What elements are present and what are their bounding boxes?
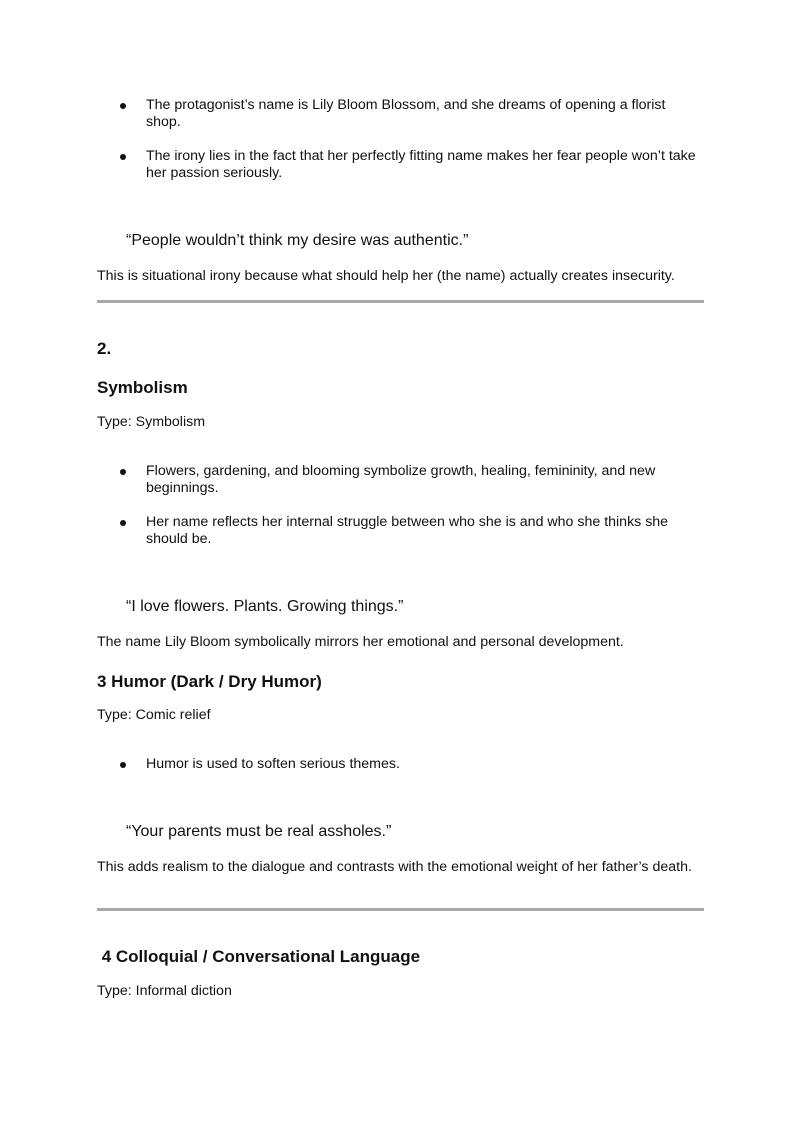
list-item-text: Her name reflects her internal struggle between who she is and who she thinks she should be. <box>146 514 669 547</box>
section-divider <box>97 908 704 911</box>
list-item-text: Humor is used to soften serious themes. <box>146 756 400 772</box>
list-item-text: The protagonist’s name is Lily Bloom Blossom, and she dreams of opening a florist shop. <box>146 97 666 130</box>
list-item-text: The irony lies in the fact that her perfectly fitting name makes her fear people won’t take her passion seriously. <box>146 148 696 181</box>
section-heading-symbolism: Symbolism <box>97 378 188 397</box>
list-item <box>120 148 700 182</box>
section-type: Type: Informal diction <box>97 983 232 999</box>
bullet-icon <box>120 762 126 768</box>
symbolism-bullet-list <box>120 463 700 565</box>
section-divider <box>97 300 704 303</box>
bullet-icon <box>120 520 126 526</box>
irony-quote: “People wouldn’t think my desire was authentic.” <box>126 232 469 249</box>
symbolism-quote: “I love flowers. Plants. Growing things.” <box>126 598 404 615</box>
section-heading-humor: 3 Humor (Dark / Dry Humor) <box>97 672 322 691</box>
list-item <box>120 756 700 773</box>
section-heading-colloquial: 4 Colloquial / Conversational Language <box>97 947 421 966</box>
section-number: 2. <box>97 339 112 358</box>
bullet-icon <box>120 154 126 160</box>
irony-note: This is situational irony because what should help her (the name) actually creates insecurity. <box>97 268 675 284</box>
humor-quote: “Your parents must be real assholes.” <box>126 823 392 840</box>
list-item <box>120 463 700 497</box>
list-item <box>120 514 700 548</box>
humor-bullet-list <box>120 756 700 790</box>
list-item <box>120 97 700 131</box>
bullet-icon <box>120 469 126 475</box>
bullet-icon <box>120 103 126 109</box>
humor-note: This adds realism to the dialogue and contrasts with the emotional weight of her father’s death. <box>97 859 692 875</box>
symbolism-note: The name Lily Bloom symbolically mirrors her emotional and personal development. <box>97 634 624 650</box>
irony-bullet-list <box>120 97 700 199</box>
section-type: Type: Comic relief <box>97 707 211 723</box>
list-item-text: Flowers, gardening, and blooming symbolize growth, healing, femininity, and new beginnings. <box>146 463 656 496</box>
section-type: Type: Symbolism <box>97 414 206 430</box>
